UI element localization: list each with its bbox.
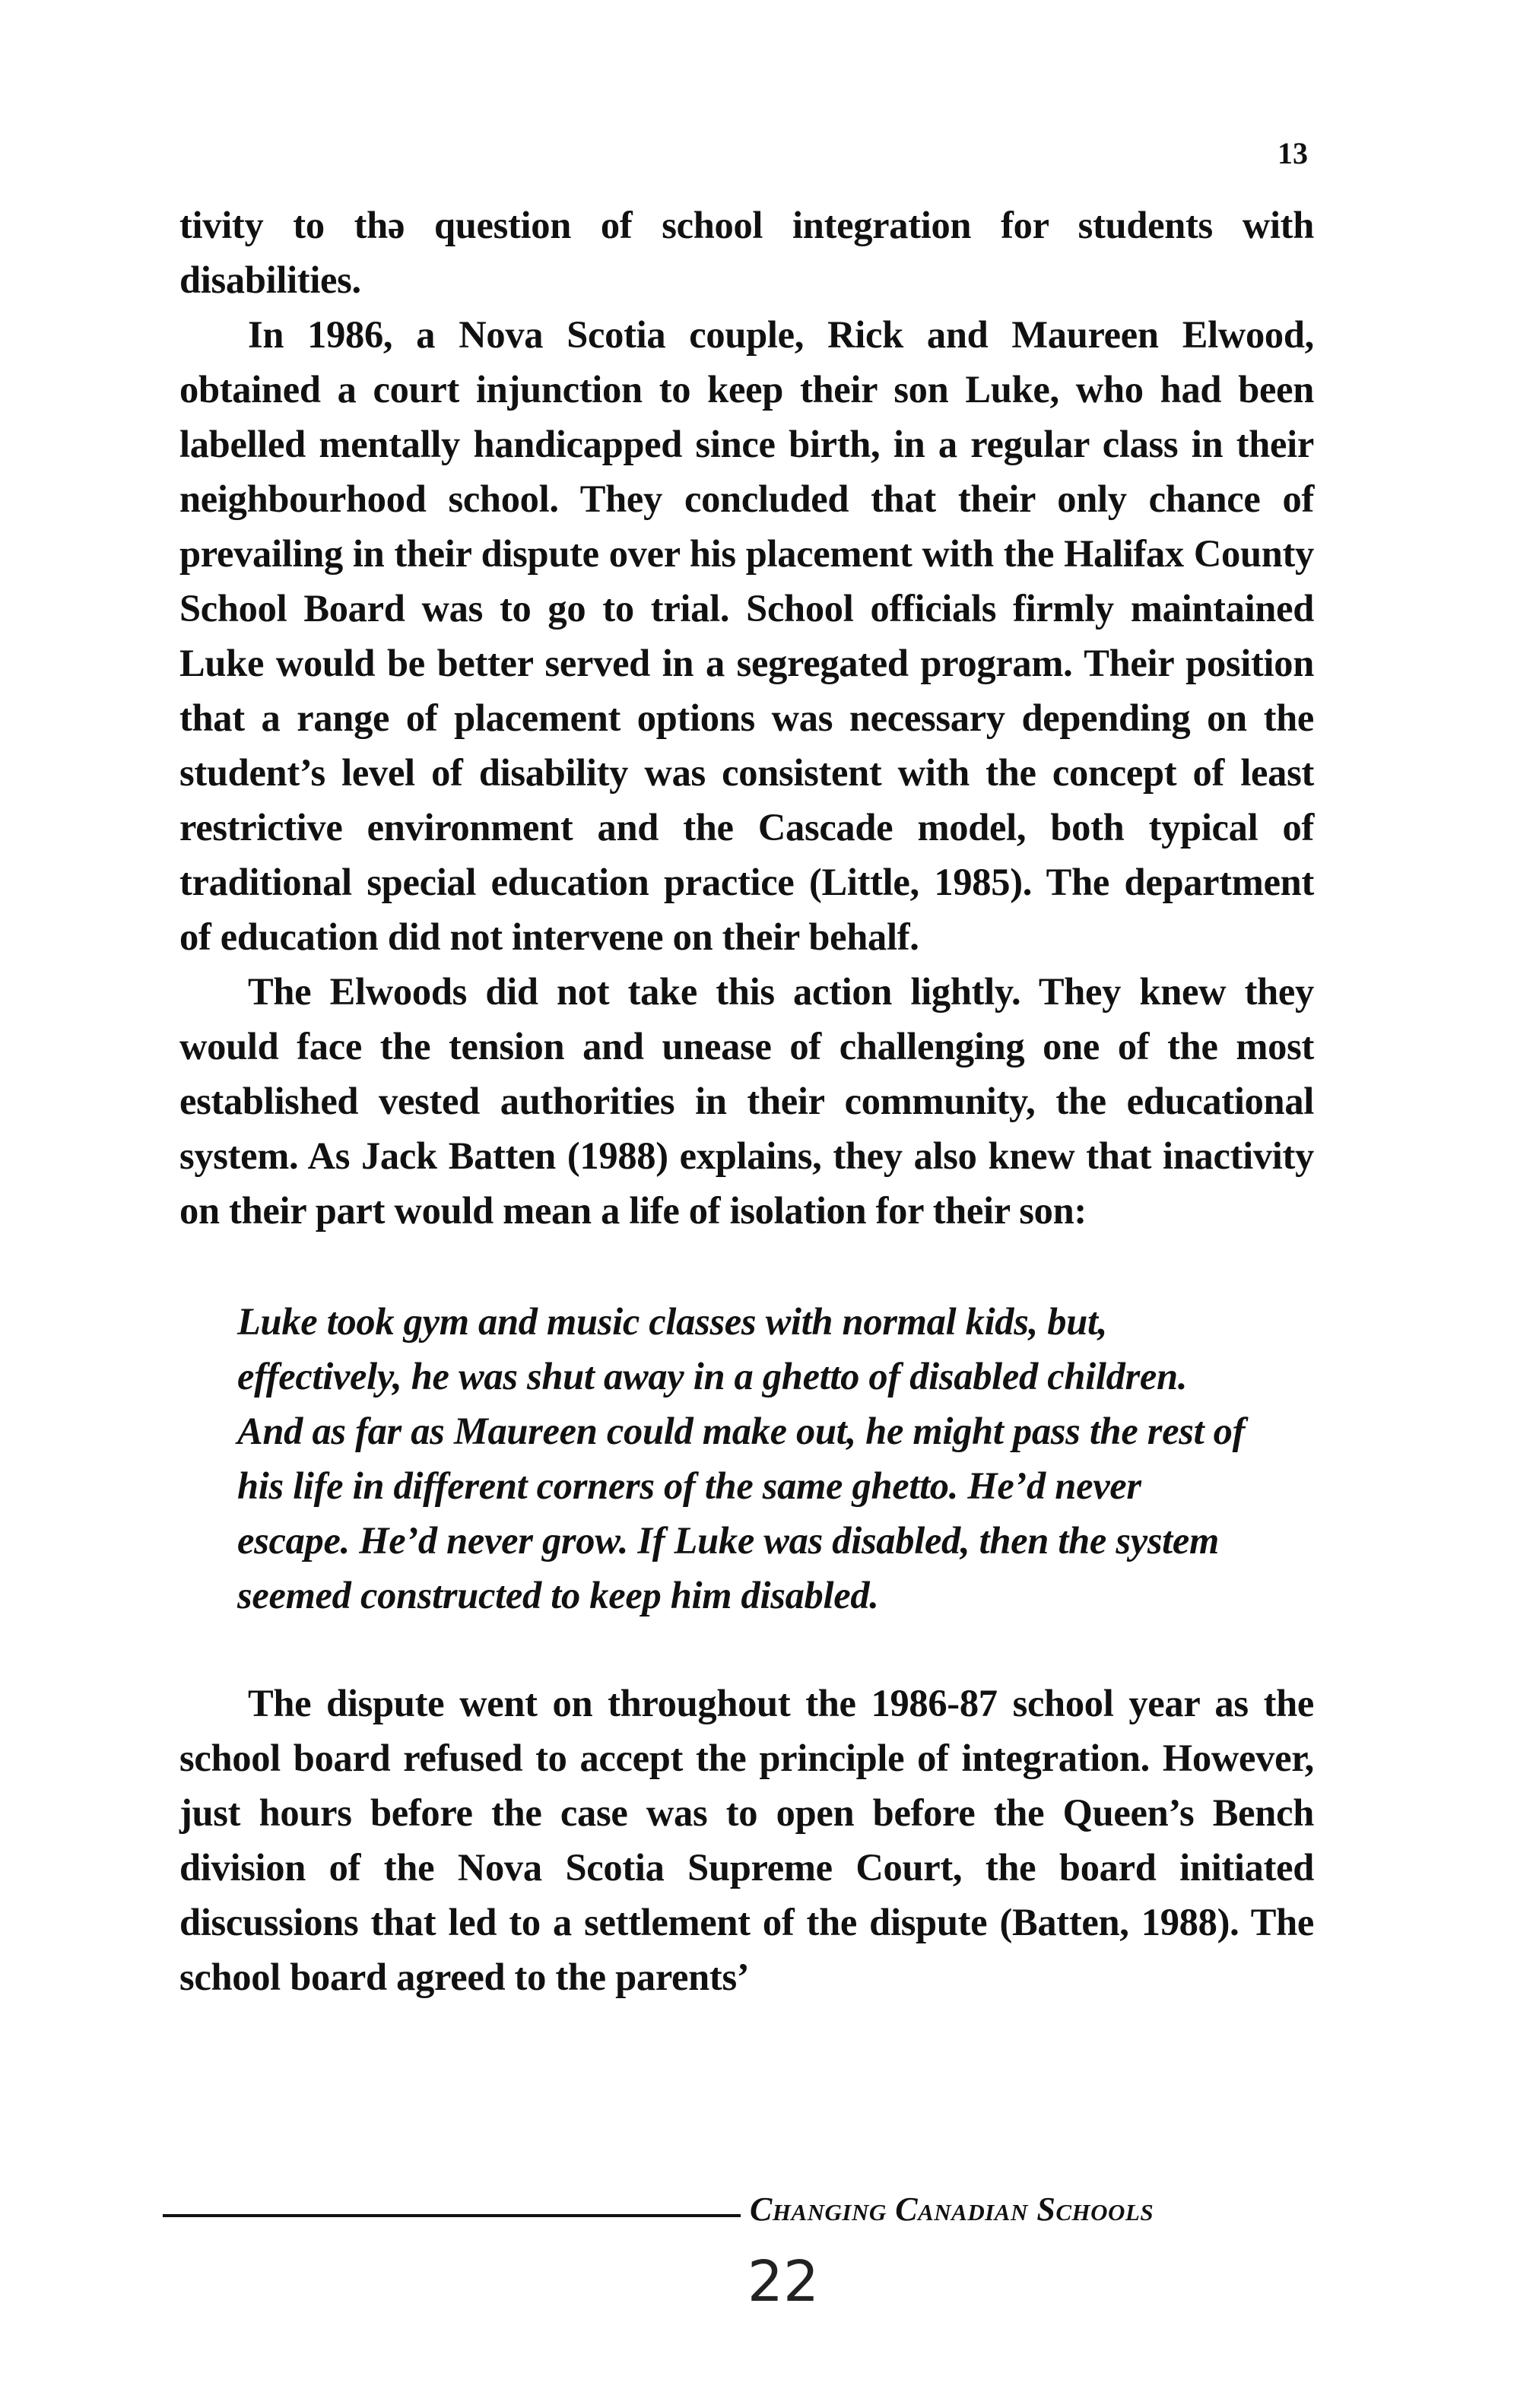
paragraph-elwood-injunction: In 1986, a Nova Scotia couple, Rick and Maureen Elwood, obtained a court injunction to keep their son Luke, who had been labelled mentally handicapped since birth, in a regular class in their neighbourhood school. They concluded that their only chance of prevailing in their dispute over his placement with the Halifax County School Board was to go to trial. School officials firmly maintained Luke would be better served in a segregated program. Their position that a range of placement options was necessary depending on the student’s level of disability was consistent with the concept of least restrictive environment and the Cascade model, both typical of traditional special education practice (Little, 1985). The department of education did not intervene on their behalf. xyxy=(179,313,1314,958)
paragraph-continuation: tivity to thə question of school integration for students with disabilities. xyxy=(179,204,1314,301)
paragraph-elwoods-action: The Elwoods did not take this action lightly. They knew they would face the tension and unease of challenging one of the most established vested authorities in their community, the educational system. As Jack Batten (1988) explains, they also knew that inactivity on their part would mean a life of isolation for their son: xyxy=(179,970,1314,1232)
page-number: 13 xyxy=(1278,136,1308,170)
footer-rule xyxy=(163,2214,741,2217)
folio-number: 22 xyxy=(747,2249,820,2314)
body-text xyxy=(179,198,1314,2004)
running-footer: Changing Canadian Schools xyxy=(750,2191,1154,2228)
paragraph-dispute: The dispute went on throughout the 1986-87 school year as the school board refused to accept the principle of integration. However, just hours before the case was to open before the Queen’s Bench division of the Nova Scotia Supreme Court, the board initiated discussions that led to a settlement of the dispute (Batten, 1988). The school board agreed to the parents’ xyxy=(179,1682,1314,1998)
block-quote: Luke took gym and music classes with normal kids, but, effectively, he was shut away in a ghetto of disabled children. And as far as Maureen could make out, he might pass the rest of his life in different corners of the same ghetto. He’d never escape. He’d never grow. If Luke was disabled, then the system seemed constructed to keep him disabled. xyxy=(237,1300,1246,1616)
